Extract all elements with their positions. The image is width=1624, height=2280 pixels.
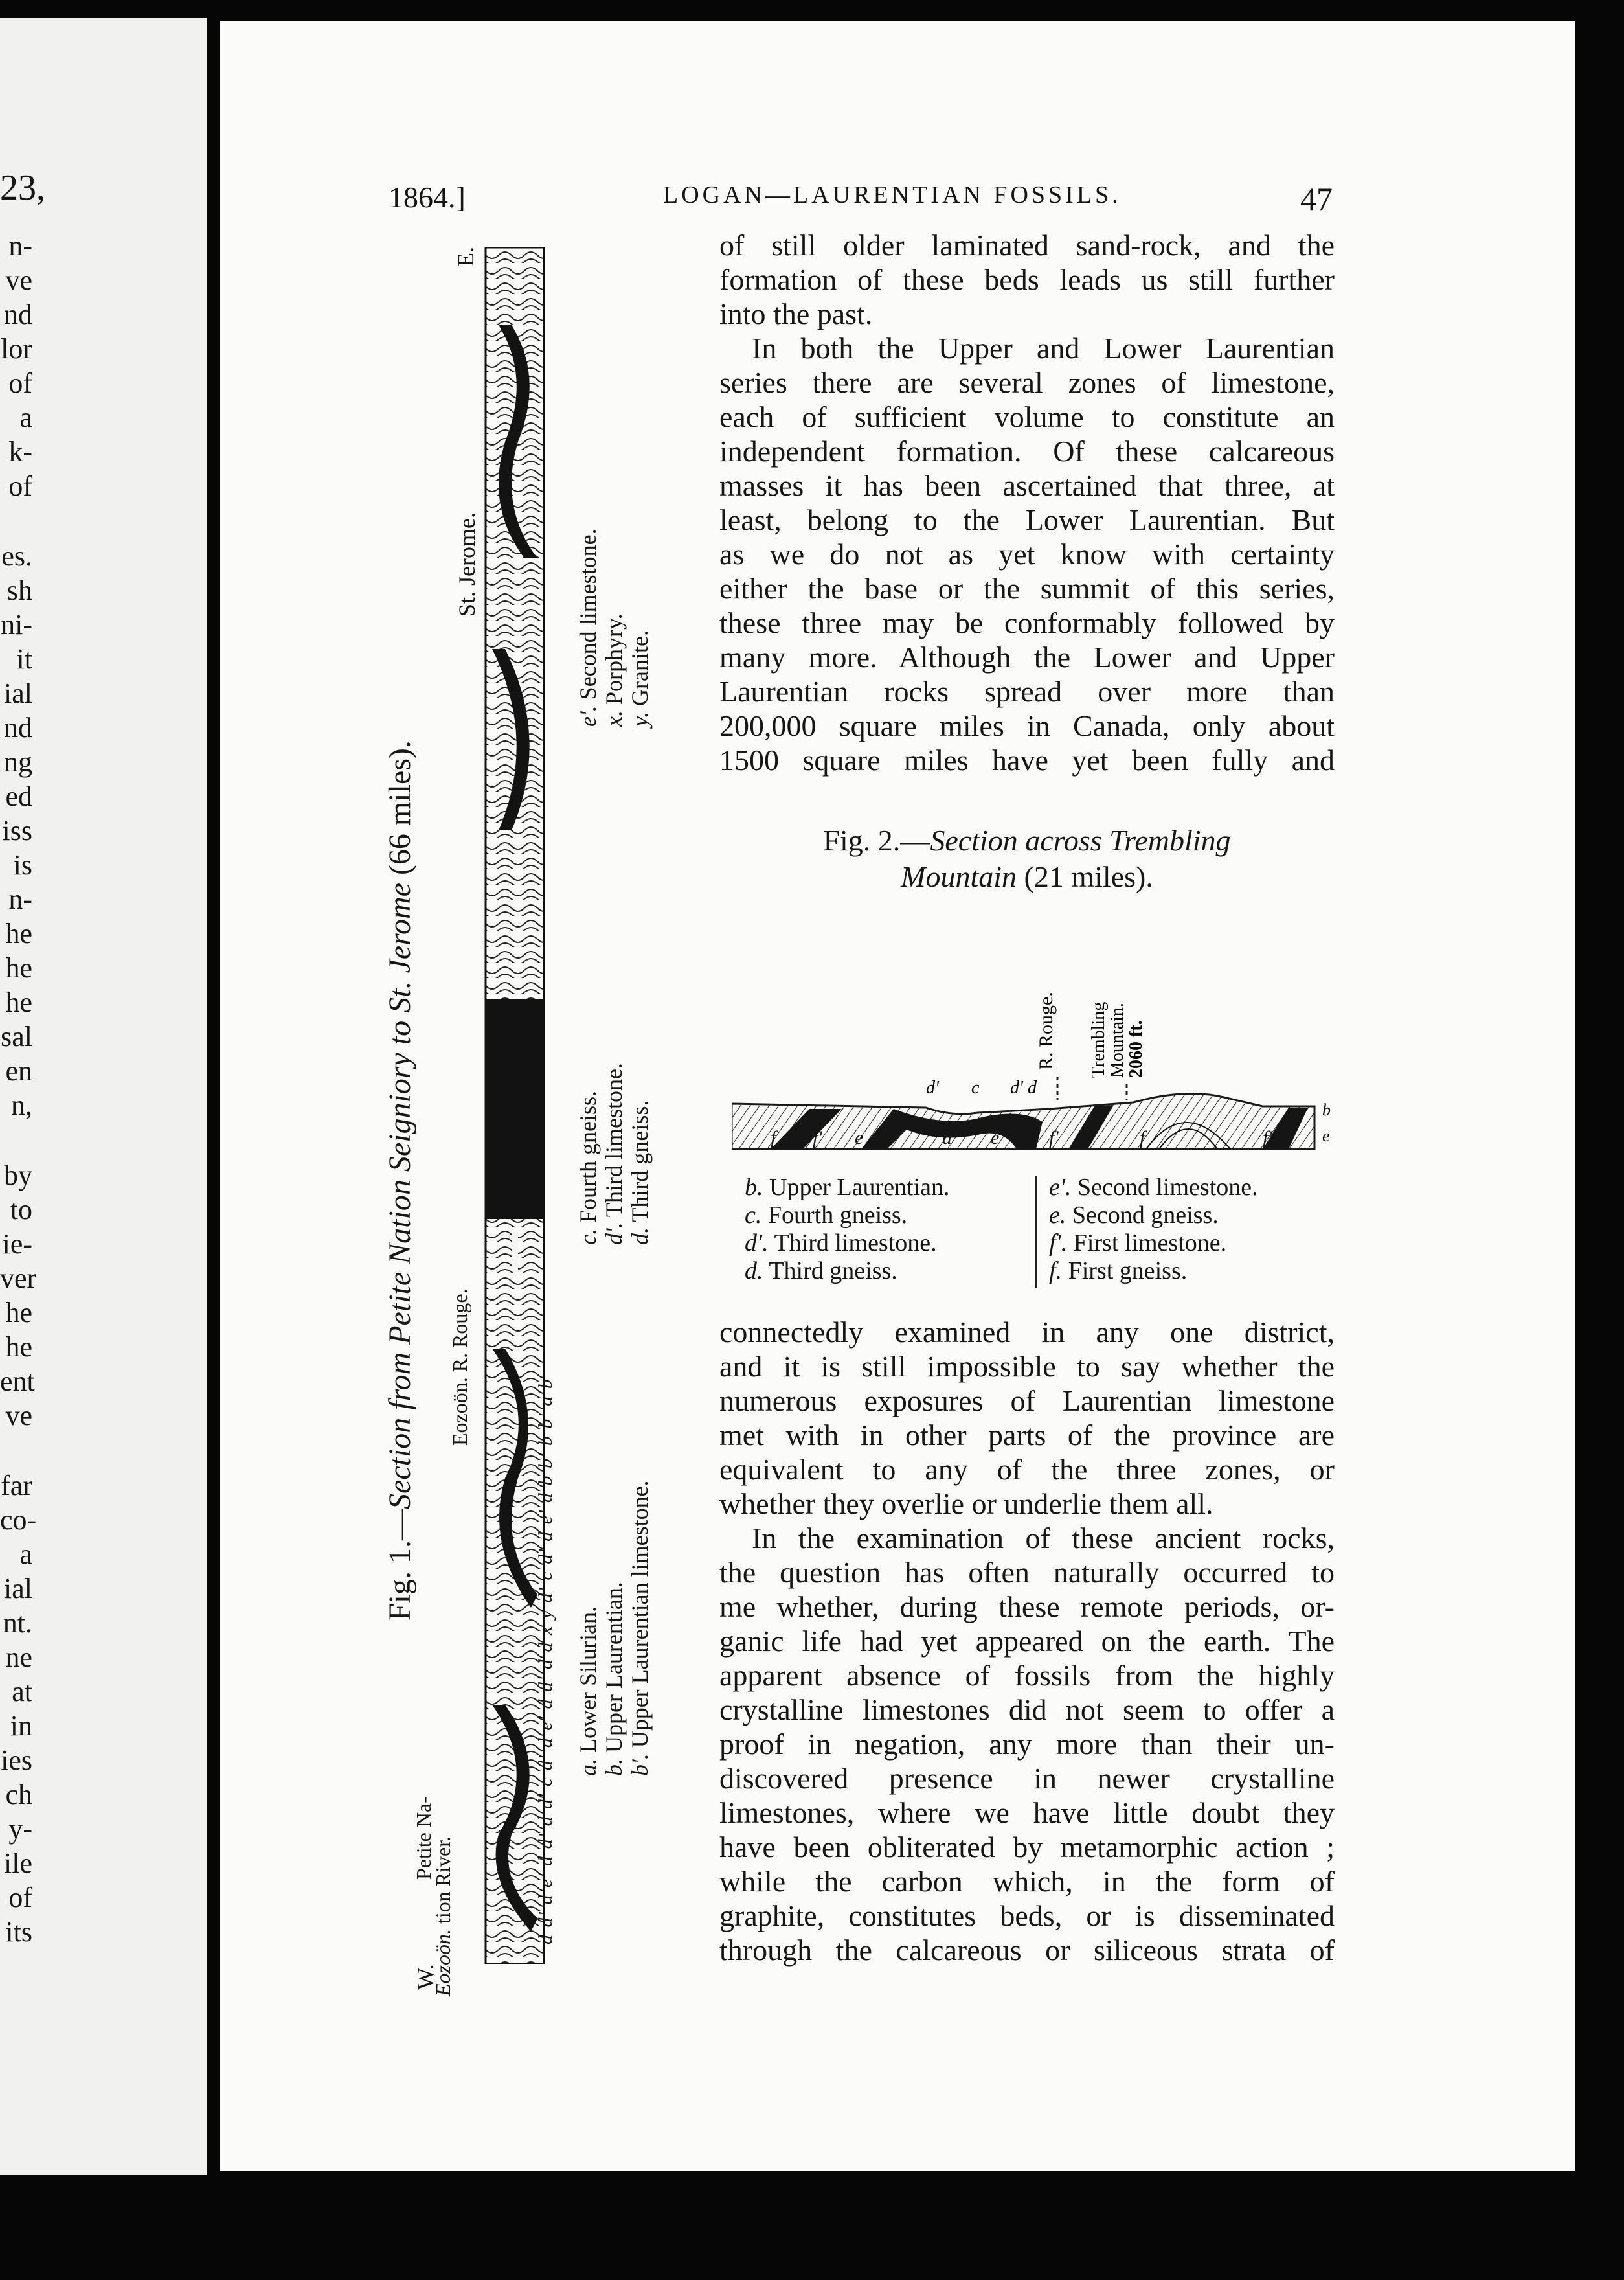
left-margin-fragment: ch <box>5 1779 32 1810</box>
text-line: these three may be conformably followed by <box>719 606 1335 639</box>
fig2-top-letter: c <box>971 1078 980 1098</box>
legend-label: First limestone. <box>1073 1229 1227 1257</box>
left-margin-fragment: ed <box>5 781 32 812</box>
legend-row <box>745 1229 950 1257</box>
legend-label: Porphyry. <box>601 613 627 705</box>
text-line: me whether, during these remote periods, or- <box>719 1590 1335 1623</box>
legend-label: Second limestone. <box>1077 1174 1258 1201</box>
legend-label: Fourth gneiss. <box>767 1202 908 1229</box>
body-text-top <box>719 228 1335 777</box>
text-line: In both the Upper and Lower Laurentian <box>752 332 1335 365</box>
fig2-bottom-letter: f <box>1140 1127 1145 1148</box>
running-header-year: 1864.] <box>389 181 466 214</box>
fig2-section-drawing <box>732 915 1340 1161</box>
text-line: while the carbon which, in the form of <box>719 1865 1335 1898</box>
left-margin-fragment: lor <box>1 333 32 365</box>
text-line: through the calcareous or siliceous strata of <box>719 1933 1335 1966</box>
fig2-caption-italic-1: Section across Trembling <box>930 824 1231 857</box>
legend-row <box>627 1480 653 1776</box>
fig2-caption-italic-2: Mountain <box>901 860 1017 893</box>
fig2-label-trembling-2: Mountain. <box>1107 1003 1127 1078</box>
fig2-legend-divider <box>1035 1176 1037 1288</box>
legend-row <box>1049 1257 1258 1285</box>
text-line: least, belong to the Lower Laurentian. But <box>719 503 1335 536</box>
left-margin-fragment: iss <box>2 815 32 847</box>
text-line: independent formation. Of these calcareous <box>719 435 1335 468</box>
fig2-caption <box>719 823 1335 895</box>
legend-row <box>1049 1174 1258 1202</box>
legend-label: Upper Laurentian. <box>601 1582 627 1753</box>
text-line: limestones, where we have little doubt they <box>719 1796 1335 1829</box>
legend-row <box>627 529 653 727</box>
fig2-bottom-letter: f' <box>813 1127 822 1148</box>
left-margin-fragment: of <box>8 1882 32 1913</box>
legend-key: e'. <box>1049 1174 1072 1201</box>
body-text-bottom <box>719 1315 1335 1967</box>
left-margin-fragment: he <box>5 1297 32 1328</box>
text-line: In the examination of these ancient rocks, <box>752 1522 1335 1555</box>
legend-row <box>601 1480 627 1776</box>
text-line: and it is still impossible to say whether the <box>719 1350 1335 1383</box>
legend-row <box>1049 1229 1258 1257</box>
text-line: formation of these beds leads us still further <box>719 263 1335 296</box>
text-line: proof in negation, any more than their un- <box>719 1727 1335 1761</box>
text-line: ganic life had yet appeared on the earth. The <box>719 1624 1335 1658</box>
fig1-east-label: E. <box>453 247 479 267</box>
left-margin-fragment: to <box>10 1194 32 1226</box>
legend-key: f. <box>1049 1257 1063 1284</box>
fig1-granite-mark <box>512 1232 518 1271</box>
left-margin-fragment: in <box>10 1710 32 1742</box>
legend-label: Third limestone. <box>601 1062 627 1217</box>
right-page <box>220 21 1575 2171</box>
fig2-top-letter: d' <box>926 1078 939 1098</box>
legend-label: Fourth gneiss. <box>575 1091 601 1224</box>
legend-key: b. <box>745 1174 763 1201</box>
text-line: crystalline limestones did not seem to offer a <box>719 1693 1335 1726</box>
fig2-bottom-letter: f' <box>1049 1127 1059 1148</box>
legend-row <box>745 1174 950 1202</box>
legend-label: First gneiss. <box>1068 1257 1188 1284</box>
legend-key: a. <box>575 1759 601 1776</box>
text-line: each of sufficient volume to constitute an <box>719 400 1335 433</box>
legend-row <box>575 1480 601 1776</box>
legend-key: b. <box>601 1759 627 1776</box>
fig1-porphyry-band <box>486 999 544 1219</box>
left-margin-fragment: it <box>16 643 32 675</box>
legend-row <box>575 1063 601 1245</box>
legend-row <box>627 1063 653 1245</box>
fig2-top-letter: d' d <box>1010 1078 1037 1098</box>
left-margin-fragment: n, <box>11 1089 32 1121</box>
text-line: as we do not as yet know with certainty <box>719 538 1335 571</box>
fig1-petite-nation-2: tion River. <box>431 1836 455 1924</box>
text-line: numerous exposures of Laurentian limestone <box>719 1384 1335 1417</box>
left-margin-fragment: ver <box>0 1262 37 1294</box>
left-margin-fragment: ve <box>5 1400 32 1431</box>
fig1-legend-col2 <box>575 1063 653 1245</box>
legend-key: x. <box>601 711 627 727</box>
fig2-label-rouge: R. Rouge. <box>1035 992 1057 1070</box>
legend-key: c. <box>575 1229 601 1245</box>
legend-key: d. <box>627 1227 653 1245</box>
text-line: 1500 square miles have yet been fully and <box>719 744 1335 777</box>
left-margin-fragment: n- <box>8 884 32 915</box>
fig1-st-jerome: St. Jerome. <box>454 512 480 617</box>
legend-key: e'. <box>575 705 601 727</box>
legend-key: d'. <box>745 1229 769 1257</box>
left-margin-fragment: nd <box>4 299 32 330</box>
legend-key: e. <box>1049 1202 1066 1229</box>
fig1-caption <box>382 740 418 1621</box>
text-line: masses it has been ascertained that three, at <box>719 469 1335 502</box>
text-line: whether they overlie or underlie them all. <box>719 1487 1213 1520</box>
left-margin-fragment: ng <box>4 746 32 778</box>
left-margin-fragment: he <box>5 1331 32 1363</box>
legend-row <box>575 529 601 727</box>
left-margin-fragment: by <box>4 1159 32 1191</box>
legend-label: Second gneiss. <box>1072 1202 1219 1229</box>
left-margin-fragment: ial <box>4 1573 32 1604</box>
left-margin-fragment: ne <box>5 1641 32 1673</box>
legend-key: y. <box>627 712 653 727</box>
left-margin-fragment: nt. <box>3 1607 32 1639</box>
left-margin-fragment: y- <box>8 1813 32 1845</box>
left-margin-fragment: its <box>5 1916 32 1948</box>
legend-label: Granite. <box>627 630 653 706</box>
legend-label: Second limestone. <box>575 529 601 700</box>
left-margin-fragment: sh <box>6 575 32 606</box>
left-margin-fragment: co- <box>0 1504 37 1536</box>
text-line: series there are several zones of limestone, <box>719 366 1335 399</box>
left-margin-fragment: he <box>5 918 32 950</box>
left-margin-fragment: is <box>13 849 32 881</box>
left-margin-fragment: of <box>8 367 32 399</box>
text-line: the question has often naturally occurred to <box>719 1556 1335 1589</box>
fig1-section-drawing <box>473 247 576 1964</box>
fig1-caption-suffix: (66 miles). <box>383 740 417 884</box>
fig2-bottom-letter: e' <box>991 1127 1004 1148</box>
legend-row <box>601 529 627 727</box>
legend-label: Third gneiss. <box>769 1257 897 1284</box>
running-header-title: LOGAN—LAURENTIAN FOSSILS. <box>663 181 1122 209</box>
legend-row <box>601 1063 627 1245</box>
left-margin-fragment: a <box>19 402 32 433</box>
legend-label: Lower Silurian. <box>575 1606 601 1753</box>
left-margin-fragment: ies <box>1 1744 32 1776</box>
text-line: 200,000 square miles in Canada, only about <box>719 709 1335 742</box>
legend-key: d'. <box>601 1222 627 1245</box>
fig1-legend-col1 <box>575 1480 653 1776</box>
text-line: discovered presence in newer crystalline <box>719 1762 1335 1795</box>
left-margin-fragment: sal <box>1 1021 32 1053</box>
legend-key: c. <box>745 1202 762 1229</box>
left-margin-fragment: ve <box>5 264 32 296</box>
left-margin-fragment: ent <box>0 1365 35 1397</box>
fig2-bottom-letter: f' <box>1263 1127 1272 1148</box>
fig2-bottom-letter: e <box>1023 1127 1032 1148</box>
text-line: have been obliterated by metamorphic action ; <box>719 1830 1335 1864</box>
fig1-eozoon-text: Eozoön. <box>431 1929 455 1996</box>
text-line: equivalent to any of the three zones, or <box>719 1453 1335 1486</box>
text-line: connectedly examined in any one district, <box>719 1316 1335 1349</box>
legend-label: Third gneiss. <box>627 1100 653 1222</box>
fig2-right-letter: b <box>1322 1100 1331 1119</box>
legend-key: b'. <box>627 1753 653 1776</box>
fig1-petite-nation-1: Petite Na- <box>412 1796 435 1880</box>
left-margin-fragment: en <box>5 1055 32 1087</box>
left-margin-fragment: he <box>5 986 32 1018</box>
fig2-bottom-letter: d <box>942 1127 952 1148</box>
page-number: 47 <box>1300 181 1333 217</box>
fig2-caption-suffix: (21 miles). <box>1017 860 1153 893</box>
left-margin-fragment: ie- <box>2 1228 32 1260</box>
text-line: either the base or the summit of this series, <box>719 572 1335 605</box>
legend-row <box>1049 1202 1258 1229</box>
left-margin-fragment: ial <box>4 678 32 709</box>
left-margin-fragment: ni- <box>1 609 32 641</box>
text-line: apparent absence of fossils from the highly <box>719 1659 1335 1692</box>
text-line: many more. Although the Lower and Upper <box>719 641 1335 674</box>
fig1-caption-prefix: Fig. 1.— <box>383 1509 417 1621</box>
fig2-right-letter: e <box>1322 1126 1330 1145</box>
left-margin-fragment: he <box>5 952 32 984</box>
legend-label: Upper Laurentian. <box>769 1174 950 1201</box>
fig1-eozoon-rouge: Eozoön. R. Rouge. <box>448 1288 471 1446</box>
left-margin-fragment: a <box>19 1538 32 1570</box>
legend-label: Upper Laurentian limestone. <box>627 1480 653 1748</box>
text-line: into the past. <box>719 297 873 330</box>
left-page-number: 23, <box>0 168 45 208</box>
fig2-bottom-letter: e' <box>879 1127 892 1148</box>
left-margin-fragment: nd <box>4 712 32 744</box>
legend-key: f'. <box>1049 1229 1068 1257</box>
text-line: met with in other parts of the province are <box>719 1419 1335 1452</box>
fig1-legend-col3 <box>575 529 653 727</box>
fig2-bottom-letter: f <box>771 1127 776 1148</box>
left-facing-page <box>0 18 207 2175</box>
legend-label: Third limestone. <box>774 1229 937 1257</box>
left-margin-fragment: at <box>12 1676 32 1707</box>
fig2-label-trembling-3: 2060 ft. <box>1126 1020 1146 1078</box>
fig1-section-letters: d d' d e' d d' d d' c d' d e' d d' d d x y d' c d' d e' d b b' b b' a b <box>535 1378 556 1944</box>
left-margin-fragment: far <box>1 1470 32 1501</box>
fig2-caption-prefix: Fig. 2.— <box>823 824 930 857</box>
legend-row <box>745 1202 950 1229</box>
left-margin-fragment: ile <box>4 1847 32 1879</box>
fig2-legend-left <box>745 1174 950 1285</box>
fig2-label-trembling-1: Trembling <box>1088 1001 1109 1078</box>
fig1-caption-italic: Section from Petite Nation Seigniory to St. Jerome <box>383 883 417 1509</box>
left-margin-fragment: k- <box>8 436 32 468</box>
text-line: Laurentian rocks spread over more than <box>719 675 1335 708</box>
left-margin-fragment: of <box>8 470 32 502</box>
legend-key: d. <box>745 1257 763 1284</box>
fig2-bottom-letter: e <box>855 1127 864 1148</box>
legend-row <box>745 1257 950 1285</box>
left-margin-fragment: es. <box>1 540 32 572</box>
fig1-west-label: W. <box>412 1964 438 1990</box>
text-line: of still older laminated sand-rock, and the <box>719 229 1335 262</box>
fig2-legend-right <box>1049 1174 1258 1285</box>
text-line: graphite, constitutes beds, or is disseminated <box>719 1899 1335 1932</box>
left-margin-fragment: n- <box>8 230 32 262</box>
